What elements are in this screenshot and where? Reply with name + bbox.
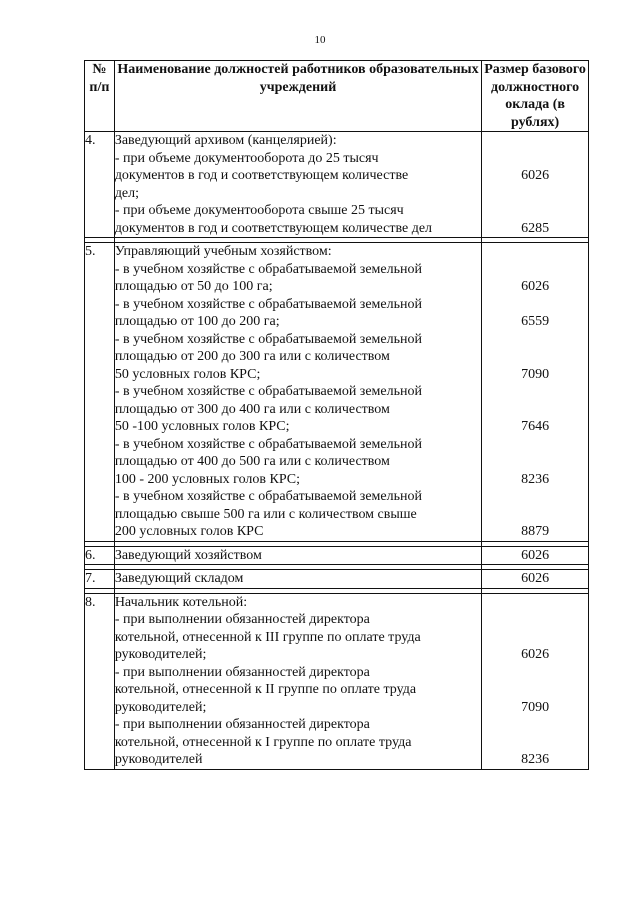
position-description [114,132,481,238]
table-row [85,570,589,589]
description-line: котельной, отнесенной к II группе по оплате труда [114,682,417,697]
table-row [85,132,589,238]
description-line: Заведующий складом [114,571,244,586]
salary-value [482,132,588,150]
description-line: 50 -100 условных голов КРС; [114,419,290,434]
salary-value: 6026 [521,647,550,662]
salary-value [482,261,588,279]
table-row [85,243,589,542]
salary-values [482,593,589,769]
description-line: - при объеме документооборота свыше 25 тысяч [114,203,404,218]
description-line: руководителей; [114,699,207,715]
header-salary-size: Размер базового должностного оклада (в рублях) [482,61,589,132]
table-row [85,546,589,565]
salary-value: 7090 [521,699,550,715]
description-line: 50 условных голов КРС; [114,366,261,382]
header-position-name: Наименование должностей работников образовательных учреждений [114,61,481,132]
table-row [85,593,589,769]
salary-table [84,60,589,770]
description-line: - при выполнении обязанностей директора [114,612,370,627]
description-line: руководителей [114,752,203,767]
description-line: Начальник котельной: [114,594,248,610]
salary-value [482,401,588,419]
salary-value: 6559 [521,314,550,329]
salary-value [482,664,588,682]
salary-values [482,243,589,542]
salary-values [482,546,589,565]
description-line: - в учебном хозяйстве с обрабатываемой земельной [114,331,422,347]
position-description [114,593,481,769]
description-line: площадью от 300 до 400 га или с количеством [114,401,390,417]
salary-value [482,296,588,314]
description-line: - в учебном хозяйстве с обрабатываемой земельной [114,489,422,504]
salary-value [482,594,588,612]
salary-value [482,348,588,366]
description-line: - в учебном хозяйстве с обрабатываемой земельной [114,436,422,452]
salary-value: 6026 [521,168,550,183]
row-number: 4. [85,132,115,238]
salary-value: 6026 [521,571,550,586]
description-line: площадью от 200 до 300 га или с количеством [114,349,390,364]
salary-value: 6026 [521,279,550,294]
row-number: 8. [85,593,115,769]
salary-values [482,570,589,589]
salary-value [482,611,588,629]
description-line: документов в год и соответствующем количестве дел [114,220,433,236]
description-line: Заведующий хозяйством [114,547,262,563]
row-number: 6. [85,546,115,565]
description-line: котельной, отнесенной к III группе по оплате труда [114,629,421,645]
salary-value [482,185,588,203]
description-line: площадью от 50 до 100 га; [114,279,273,294]
salary-value: 8236 [521,752,550,767]
description-line: руководителей; [114,647,207,662]
description-line: площадью свыше 500 га или с количеством свыше [114,506,417,522]
description-line: документов в год и соответствующем количестве [114,168,409,183]
position-description [114,570,481,589]
salary-value [482,150,588,168]
salary-value [482,202,588,220]
row-number: 7. [85,570,115,589]
description-line: - в учебном хозяйстве с обрабатываемой земельной [114,296,422,312]
salary-value [482,629,588,647]
description-line: 200 условных голов КРС [114,524,264,539]
salary-value [482,506,588,524]
salary-values [482,132,589,238]
salary-value: 7090 [521,366,550,382]
description-line: 100 - 200 условных голов КРС; [114,471,301,487]
salary-value [482,681,588,699]
description-line: - при объеме документооборота до 25 тысяч [114,150,379,166]
salary-value [482,488,588,506]
description-line: дел; [114,185,140,201]
description-line: Заведующий архивом (канцелярией): [114,133,337,148]
description-line: котельной, отнесенной к I группе по оплате труда [114,734,412,750]
description-line: - при выполнении обязанностей директора [114,664,370,680]
description-line: - в учебном хозяйстве с обрабатываемой земельной [114,384,422,399]
salary-value [482,436,588,454]
description-line: - в учебном хозяйстве с обрабатываемой земельной [114,261,422,277]
position-description [114,546,481,565]
table-body [85,132,589,770]
salary-value: 8236 [521,471,550,487]
salary-value: 8879 [521,524,550,539]
salary-value [482,734,588,752]
salary-value [482,243,588,261]
salary-value: 6026 [521,547,550,563]
salary-value [482,331,588,349]
description-line: - при выполнении обязанностей директора [114,717,370,732]
salary-value: 6285 [521,220,550,236]
salary-value [482,383,588,401]
salary-value: 7646 [521,419,550,434]
position-description [114,243,481,542]
table-header-row [85,61,589,132]
description-line: площадью от 100 до 200 га; [114,314,280,329]
description-line: Управляющий учебным хозяйством: [114,244,332,259]
page-number: 10 [314,34,326,46]
header-number: № п/п [85,61,115,132]
salary-value [482,453,588,471]
description-line: площадью от 400 до 500 га или с количеством [114,454,390,469]
row-number: 5. [85,243,115,542]
salary-value [482,716,588,734]
